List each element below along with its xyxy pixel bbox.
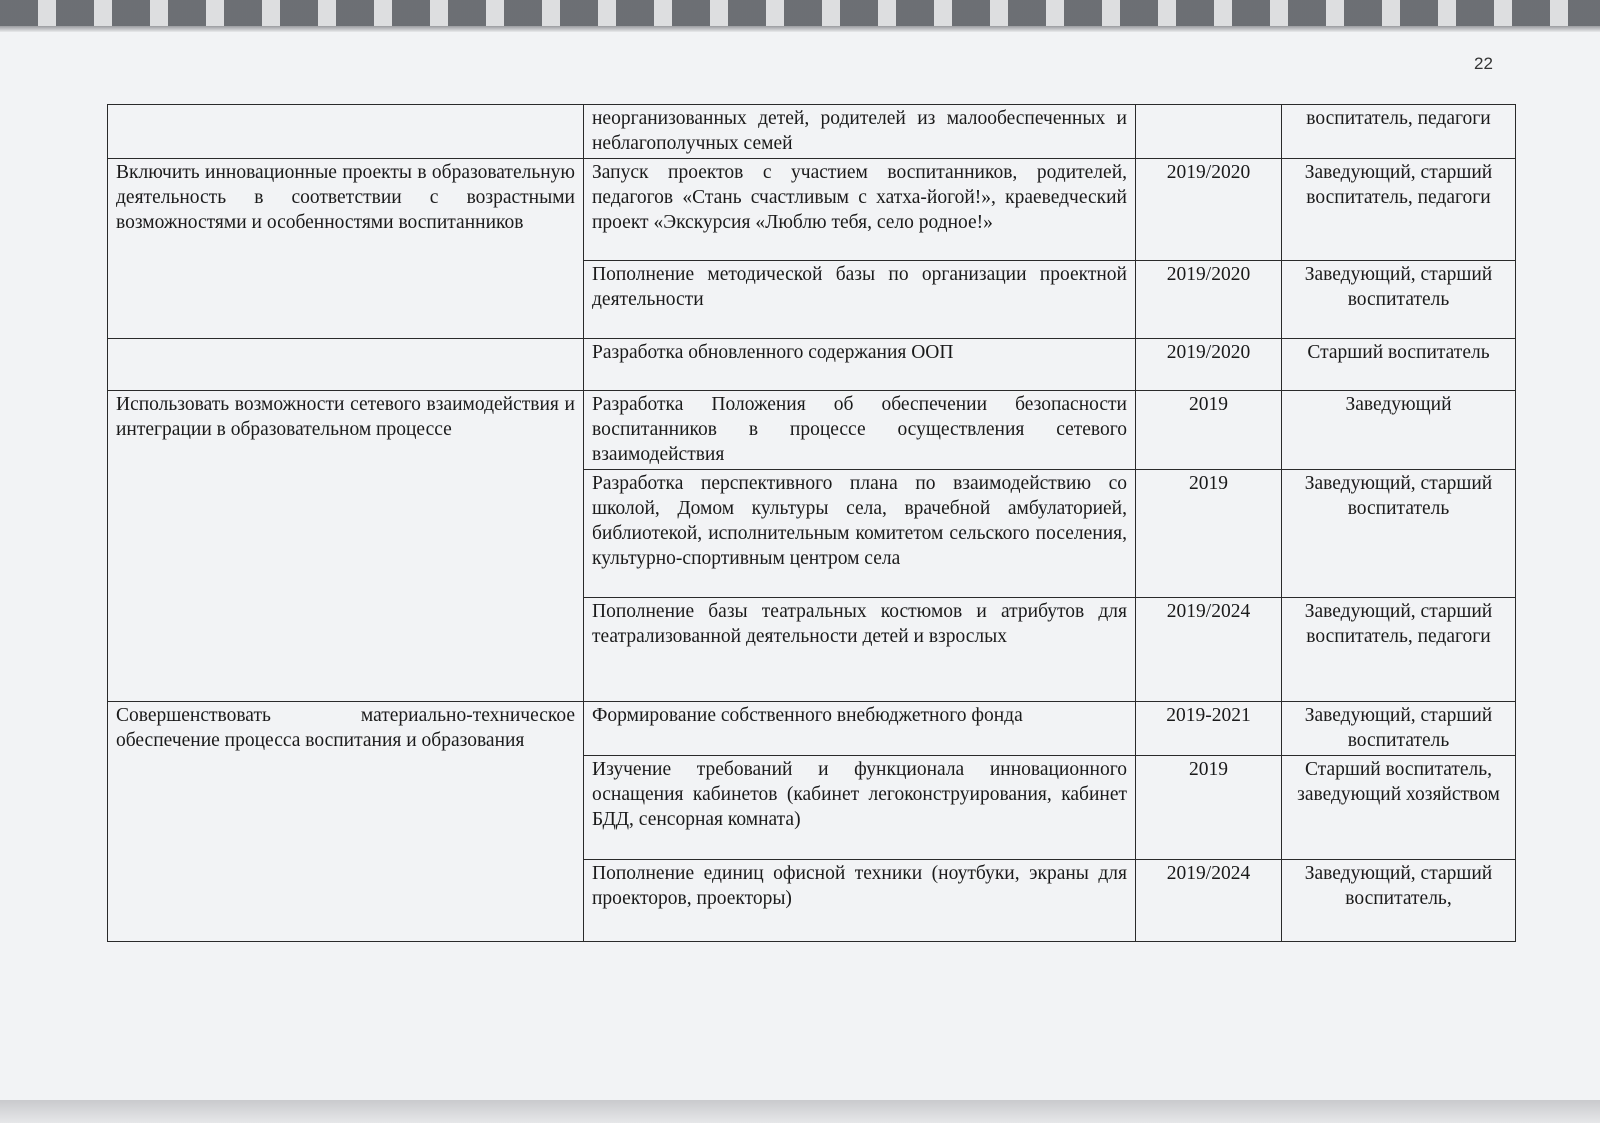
deadline-cell: 2019-2021 [1136,702,1282,756]
table-row [108,391,1516,470]
table-row [108,702,1516,756]
action-cell: Разработка перспективного плана по взаимодействию со школой, Домом культуры села, врачебной амбулаторией, библиотекой, исполнительным комитетом сельского поселения, культурно-спортивным центром села [584,470,1136,598]
deadline-cell: 2019/2020 [1136,159,1282,261]
responsible-cell: воспитатель, педагоги [1282,105,1516,159]
goal-cell: Совершенствовать материально-техническое обеспечение процесса воспитания и образования [108,702,584,942]
action-plan-body [108,105,1516,942]
deadline-cell: 2019 [1136,391,1282,470]
deadline-cell [1136,105,1282,159]
binding-edge [0,26,1600,32]
responsible-cell: Заведующий, старший воспитатель [1282,261,1516,339]
action-cell: Пополнение методической базы по организации проектной деятельности [584,261,1136,339]
action-cell: Пополнение единиц офисной техники (ноутбуки, экраны для проекторов, проекторы) [584,860,1136,942]
goal-cell: Включить инновационные проекты в образовательную деятельность в соответствии с возрастными возможностями и особенностями воспитанников [108,159,584,339]
page-bottom-edge [0,1100,1600,1123]
goal-cell [108,339,584,391]
table-row [108,159,1516,261]
deadline-cell: 2019/2024 [1136,598,1282,702]
responsible-cell: Заведующий, старший воспитатель, педагоги [1282,159,1516,261]
responsible-cell: Заведующий, старший воспитатель, педагоги [1282,598,1516,702]
deadline-cell: 2019/2020 [1136,261,1282,339]
action-cell: Разработка обновленного содержания ООП [584,339,1136,391]
deadline-cell: 2019 [1136,756,1282,860]
action-cell: Формирование собственного внебюджетного фонда [584,702,1136,756]
deadline-cell: 2019 [1136,470,1282,598]
page-number: 22 [1474,54,1493,73]
deadline-cell: 2019/2024 [1136,860,1282,942]
action-cell: Запуск проектов с участием воспитанников, родителей, педагогов «Стань счастливым с хатха-йогой!», краеведческий проект «Экскурсия «Люблю тебя, село родное!» [584,159,1136,261]
responsible-cell: Заведующий, старший воспитатель [1282,702,1516,756]
responsible-cell: Заведующий, старший воспитатель, [1282,860,1516,942]
action-cell: неорганизованных детей, родителей из малообеспеченных и неблагополучных семей [584,105,1136,159]
action-cell: Изучение требований и функционала инновационного оснащения кабинетов (кабинет легоконструирования, кабинет БДД, сенсорная комната) [584,756,1136,860]
action-cell: Пополнение базы театральных костюмов и атрибутов для театрализованной деятельности детей и взрослых [584,598,1136,702]
responsible-cell: Старший воспитатель, заведующий хозяйством [1282,756,1516,860]
deadline-cell: 2019/2020 [1136,339,1282,391]
responsible-cell: Заведующий, старший воспитатель [1282,470,1516,598]
responsible-cell: Заведующий [1282,391,1516,470]
spiral-binding [0,0,1600,26]
action-plan-table [107,104,1516,942]
table-row [108,339,1516,391]
goal-cell: Использовать возможности сетевого взаимодействия и интеграции в образовательном процессе [108,391,584,702]
action-cell: Разработка Положения об обеспечении безопасности воспитанников в процессе осуществления сетевого взаимодействия [584,391,1136,470]
goal-cell [108,105,584,159]
table-row [108,105,1516,159]
responsible-cell: Старший воспитатель [1282,339,1516,391]
